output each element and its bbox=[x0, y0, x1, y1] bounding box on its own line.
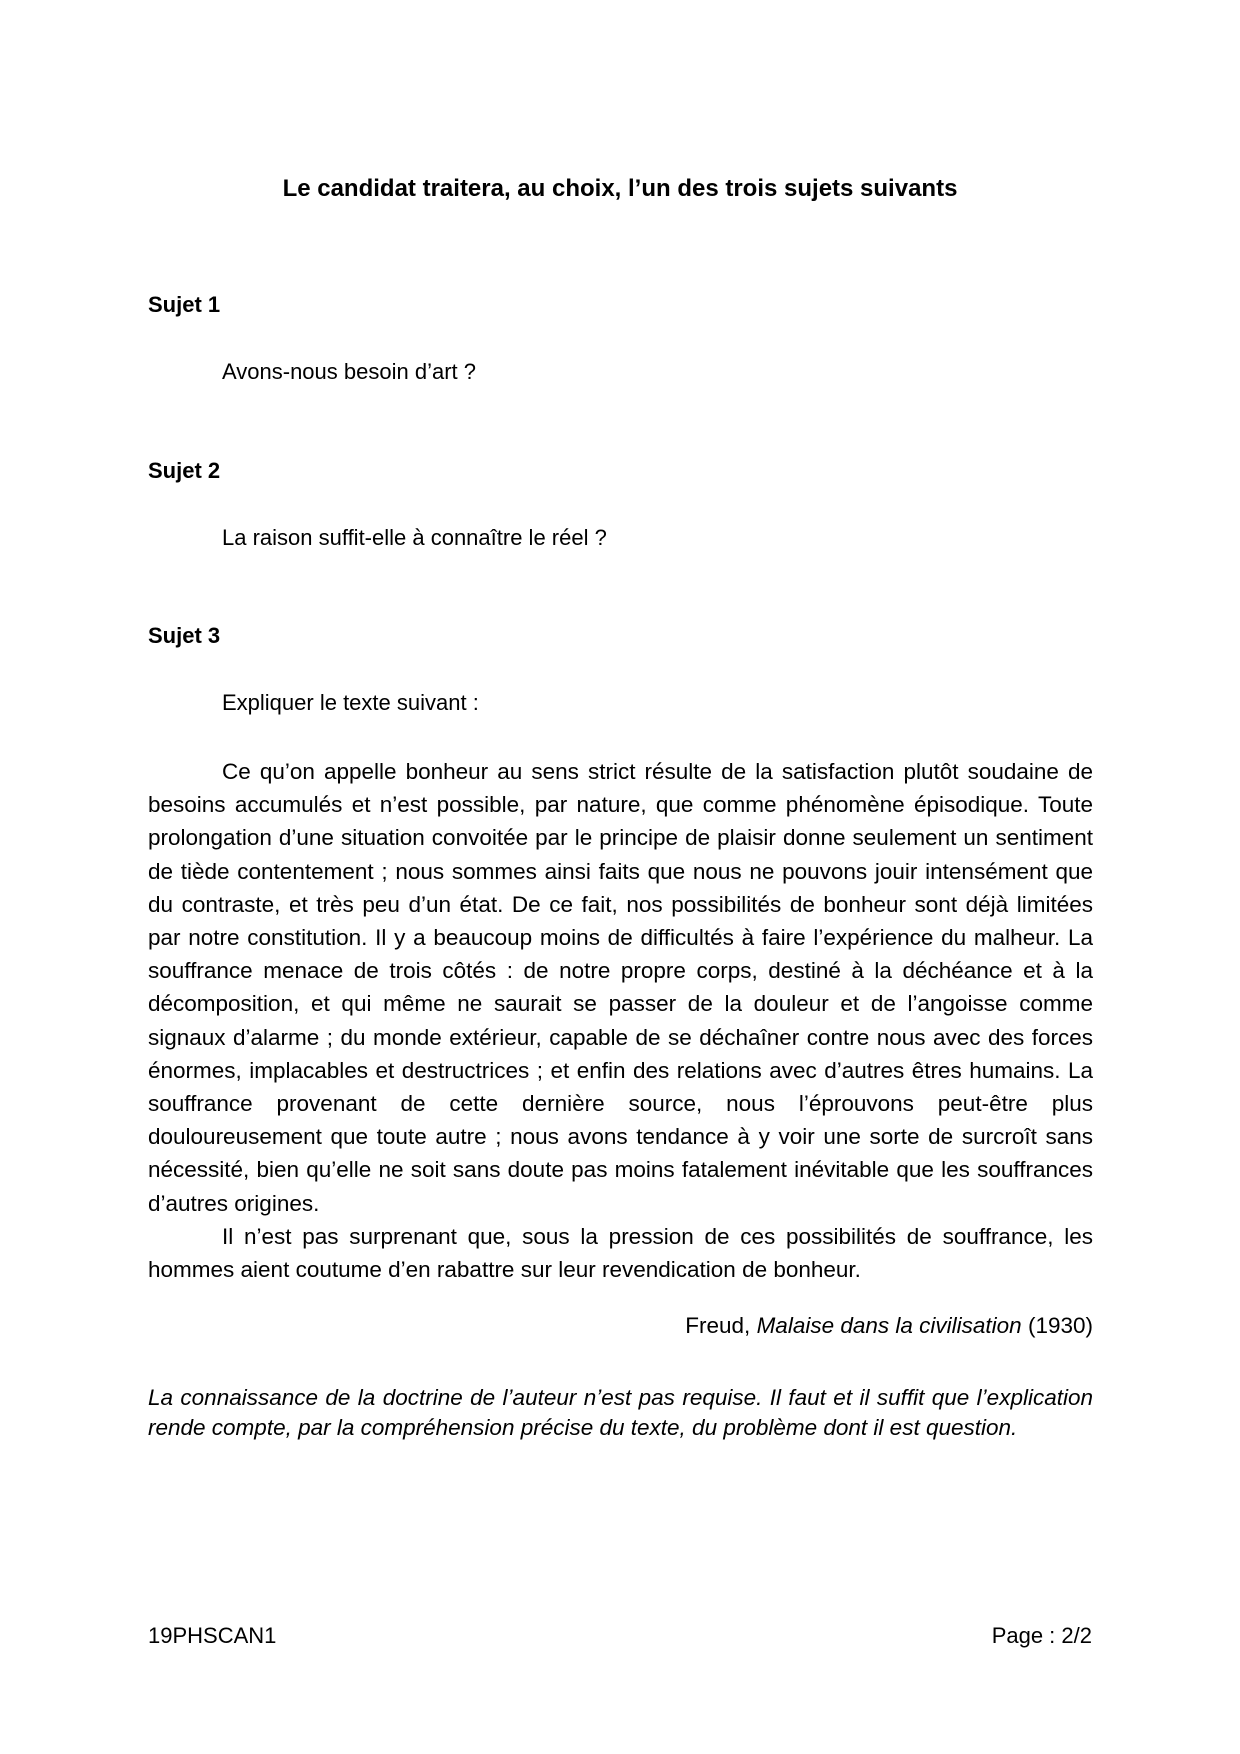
instruction-note: La connaissance de la doctrine de l’auteur n’est pas requise. Il faut et il suffit que l’explication rende compte, par la compréhension précise du texte, du problème dont il est question. bbox=[148, 1385, 1093, 1440]
subject-2-question: La raison suffit-elle à connaître le réel ? bbox=[222, 525, 607, 550]
citation-year: (1930) bbox=[1027, 1313, 1093, 1338]
subject-3-heading: Sujet 3 bbox=[148, 623, 221, 648]
exam-code: 19PHSCAN1 bbox=[148, 1623, 277, 1648]
page-title: Le candidat traitera, au choix, l’un des trois sujets suivants bbox=[282, 175, 958, 202]
subject-2-heading: Sujet 2 bbox=[148, 458, 221, 483]
subject-1-question: Avons-nous besoin d’art ? bbox=[222, 359, 476, 384]
subject-1-heading: Sujet 1 bbox=[148, 292, 221, 317]
freud-excerpt bbox=[148, 755, 1093, 1286]
page-number: Page : 2/2 bbox=[991, 1623, 1092, 1648]
excerpt-paragraph: Il n’est pas surprenant que, sous la pression de ces possibilités de souffrance, les hommes aient coutume d’en rabattre sur leur revendication de bonheur. bbox=[148, 1223, 1093, 1283]
citation-author: Freud, bbox=[685, 1313, 751, 1338]
subject-3-instruction: Expliquer le texte suivant : bbox=[222, 690, 479, 715]
excerpt-citation bbox=[685, 1313, 1093, 1339]
citation-work: Malaise dans la civilisation bbox=[756, 1313, 1022, 1338]
excerpt-paragraph: Ce qu’on appelle bonheur au sens strict résulte de la satisfaction plutôt soudaine de besoins accumulés et n’est possible, par nature, que comme phénomène épisodique. Toute prolongation d’une situation convoitée par le principe de plaisir donne seulement un sentiment de tiède contentement ; nous sommes ainsi faits que nous ne pouvons jouir intensément que du contraste, et très peu d’un état. De ce fait, nos possibilités de bonheur sont déjà limitées par notre constitution. Il y a beaucoup moins de difficultés à faire l’expérience du malheur. La souffrance menace de trois côtés : de notre propre corps, destiné à la déchéance et à la décomposition, et qui même ne saurait se passer de la douleur et de l’angoisse comme signaux d’alarme ; du monde extérieur, capable de se déchaîner contre nous avec des forces énormes, implacables et destructrices ; et enfin des relations avec d’autres êtres humains. La souffrance provenant de cette dernière source, nous l’éprouvons peut-être plus douloureusement que toute autre ; nous avons tendance à y voir une sorte de surcroît sans nécessité, bien qu’elle ne soit sans doute pas moins fatalement inévitable que les souffrances d’autres origines. bbox=[148, 759, 1093, 1216]
